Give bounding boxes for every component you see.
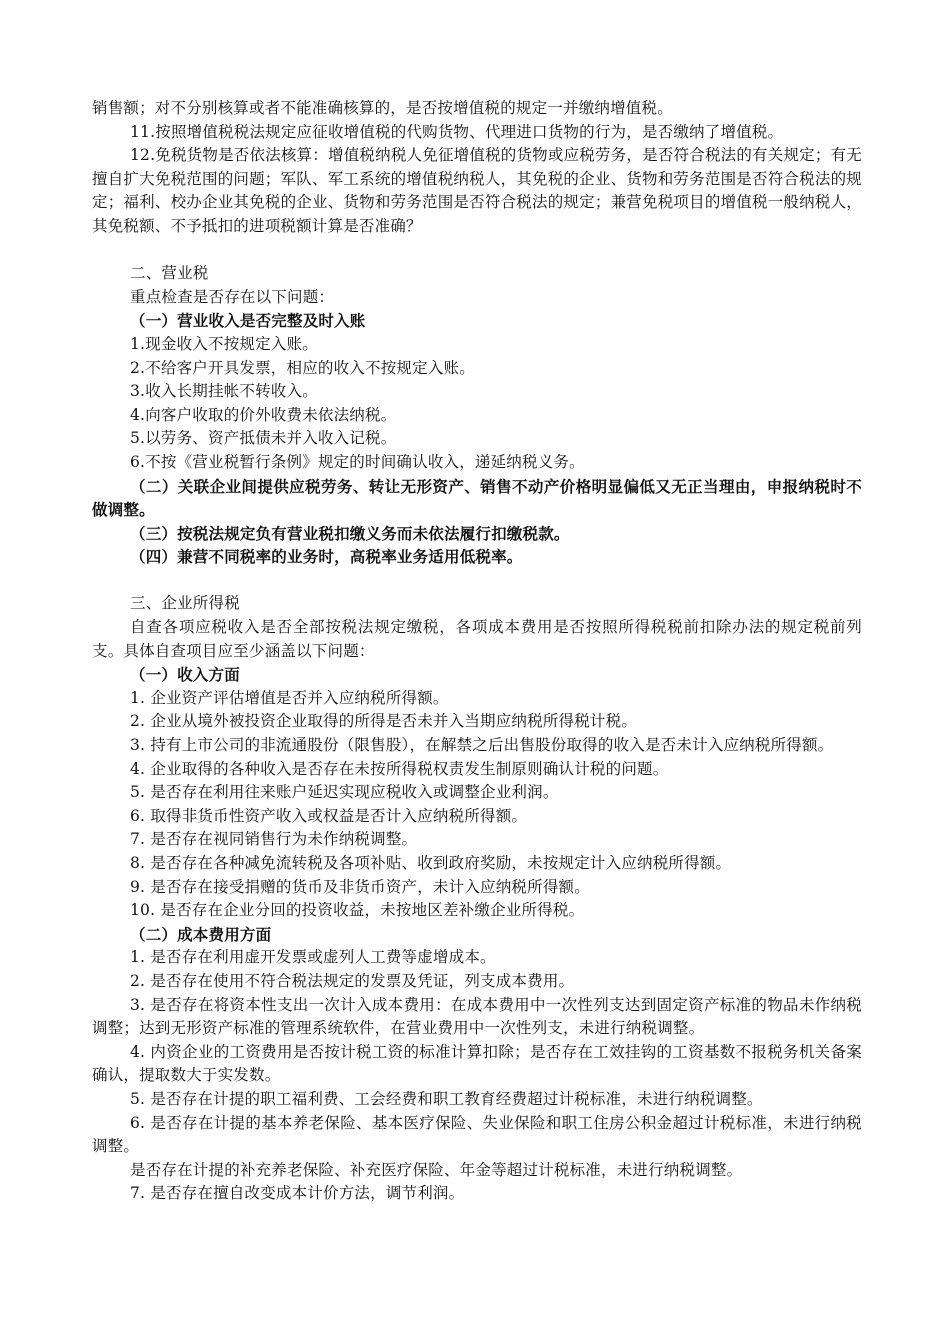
document-page	[92, 97, 862, 1206]
business-tax-sub-2: （二）关联企业间提供应税劳务、转让无形资产、销售不动产价格明显偏低又无正当理由，申报纳税时不做调整。	[92, 476, 862, 520]
list-item: 9. 是否存在接受捐赠的货币及非货币资产，未计入应纳税所得额。	[130, 877, 590, 896]
list-item: 4. 企业取得的各种收入是否存在未按所得税权责发生制原则确认计税的问题。	[130, 759, 669, 778]
list-item: 3.收入长期挂帐不转收入。	[130, 382, 318, 401]
list-item: 2. 企业从境外被投资企业取得的所得是否未并入当期应纳税所得税计税。	[130, 712, 638, 731]
vat-item-11: 11.按照增值税税法规定应征收增值税的代购货物、代理进口货物的行为，是否缴纳了增值税。	[130, 122, 784, 141]
list-item: 2. 是否存在使用不符合税法规定的发票及凭证，列支成本费用。	[130, 971, 575, 990]
list-item: 5. 是否存在利用往来账户延迟实现应税收入或调整企业利润。	[130, 783, 559, 802]
list-item: 5.以劳务、资产抵债未并入收入记税。	[130, 429, 397, 448]
list-item: 3. 持有上市公司的非流通股份（限售股），在解禁之后出售股份取得的收入是否未计入应纳税所得额。	[130, 736, 834, 755]
section-heading-cit: 三、企业所得税	[130, 594, 240, 613]
list-item: 1. 是否存在利用虚开发票或虚列人工费等虚增成本。	[130, 948, 496, 967]
vat-continuation-line: 销售额；对不分别核算或者不能准确核算的，是否按增值税的规定一并缴纳增值税。	[92, 99, 673, 117]
business-tax-sub-3: （三）按税法规定负有营业税扣缴义务而未依法履行扣缴税款。	[130, 523, 570, 543]
spacer	[92, 569, 862, 593]
list-item: 2.不给客户开具发票，相应的收入不按规定入账。	[130, 358, 475, 377]
cit-intro: 自查各项应税收入是否全部按税法规定缴税，各项成本费用是否按照所得税税前扣除办法的规定税前列支。具体自查项目应至少涵盖以下问题：	[92, 618, 862, 660]
list-item: 6.不按《营业税暂行条例》规定的时间确认收入，递延纳税义务。	[130, 452, 585, 471]
list-item: 7. 是否存在视同销售行为未作纳税调整。	[130, 830, 418, 849]
list-item: 8. 是否存在各种减免流转税及各项补贴、收到政府奖励，未按规定计入应纳税所得额。	[130, 854, 732, 872]
business-tax-sub-1: （一）营业收入是否完整及时入账	[130, 311, 366, 331]
cit-sub-costs: （二）成本费用方面	[130, 924, 272, 944]
business-tax-sub-4: （四）兼营不同税率的业务时，高税率业务适用低税率。	[130, 547, 523, 567]
list-item: 3. 是否存在将资本性支出一次计入成本费用：在成本费用中一次性列支达到固定资产标准的物品未作纳税调整；达到无形资产标准的管理系统软件，在营业费用中一次性列支，未进行纳税调整。	[92, 995, 862, 1038]
list-item: 5. 是否存在计提的职工福利费、工会经费和职工教育经费超过计税标准，未进行纳税调整。	[130, 1089, 763, 1108]
business-tax-intro: 重点检查是否存在以下问题：	[130, 287, 335, 306]
list-item: 是否存在计提的补充养老保险、补充医疗保险、年金等超过计税标准，未进行纳税调整。	[130, 1160, 743, 1179]
list-item: 1.现金收入不按规定入账。	[130, 334, 318, 353]
list-item: 6. 取得非货币性资产收入或权益是否计入应纳税所得额。	[130, 806, 528, 825]
spacer	[92, 239, 862, 263]
section-heading-business-tax: 二、营业税	[130, 264, 209, 283]
list-item: 4. 内资企业的工资费用是否按计税工资的标准计算扣除；是否存在工效挂钩的工资基数不报税务机关备案确认，提取数大于实发数。	[92, 1042, 862, 1085]
list-item: 6. 是否存在计提的基本养老保险、基本医疗保险、失业保险和职工住房公积金超过计税标准，未进行纳税调整。	[92, 1113, 862, 1156]
list-item: 1. 企业资产评估增值是否并入应纳税所得额。	[130, 688, 449, 707]
cit-sub-income: （一）收入方面	[130, 665, 240, 685]
list-item: 10. 是否存在企业分回的投资收益，未按地区差补缴企业所得税。	[130, 901, 585, 920]
list-item: 4.向客户收取的价外收费未依法纳税。	[130, 405, 397, 424]
vat-item-12: 12.免税货物是否依法核算：增值税纳税人免征增值税的货物或应税劳务，是否符合税法的有关规定；有无擅自扩大免税范围的问题；军队、军工系统的增值税纳税人，其免税的企业、货物和劳务范围是否符合税法的规定；福利、校办企业其免税的企业、货物和劳务范围是否符合税法的规定；兼营免税项目的增值税一般纳税人，其免税额、不予抵扣的进项税额计算是否准确？	[92, 146, 862, 235]
list-item: 7. 是否存在擅自改变成本计价方法，调节利润。	[130, 1184, 465, 1203]
